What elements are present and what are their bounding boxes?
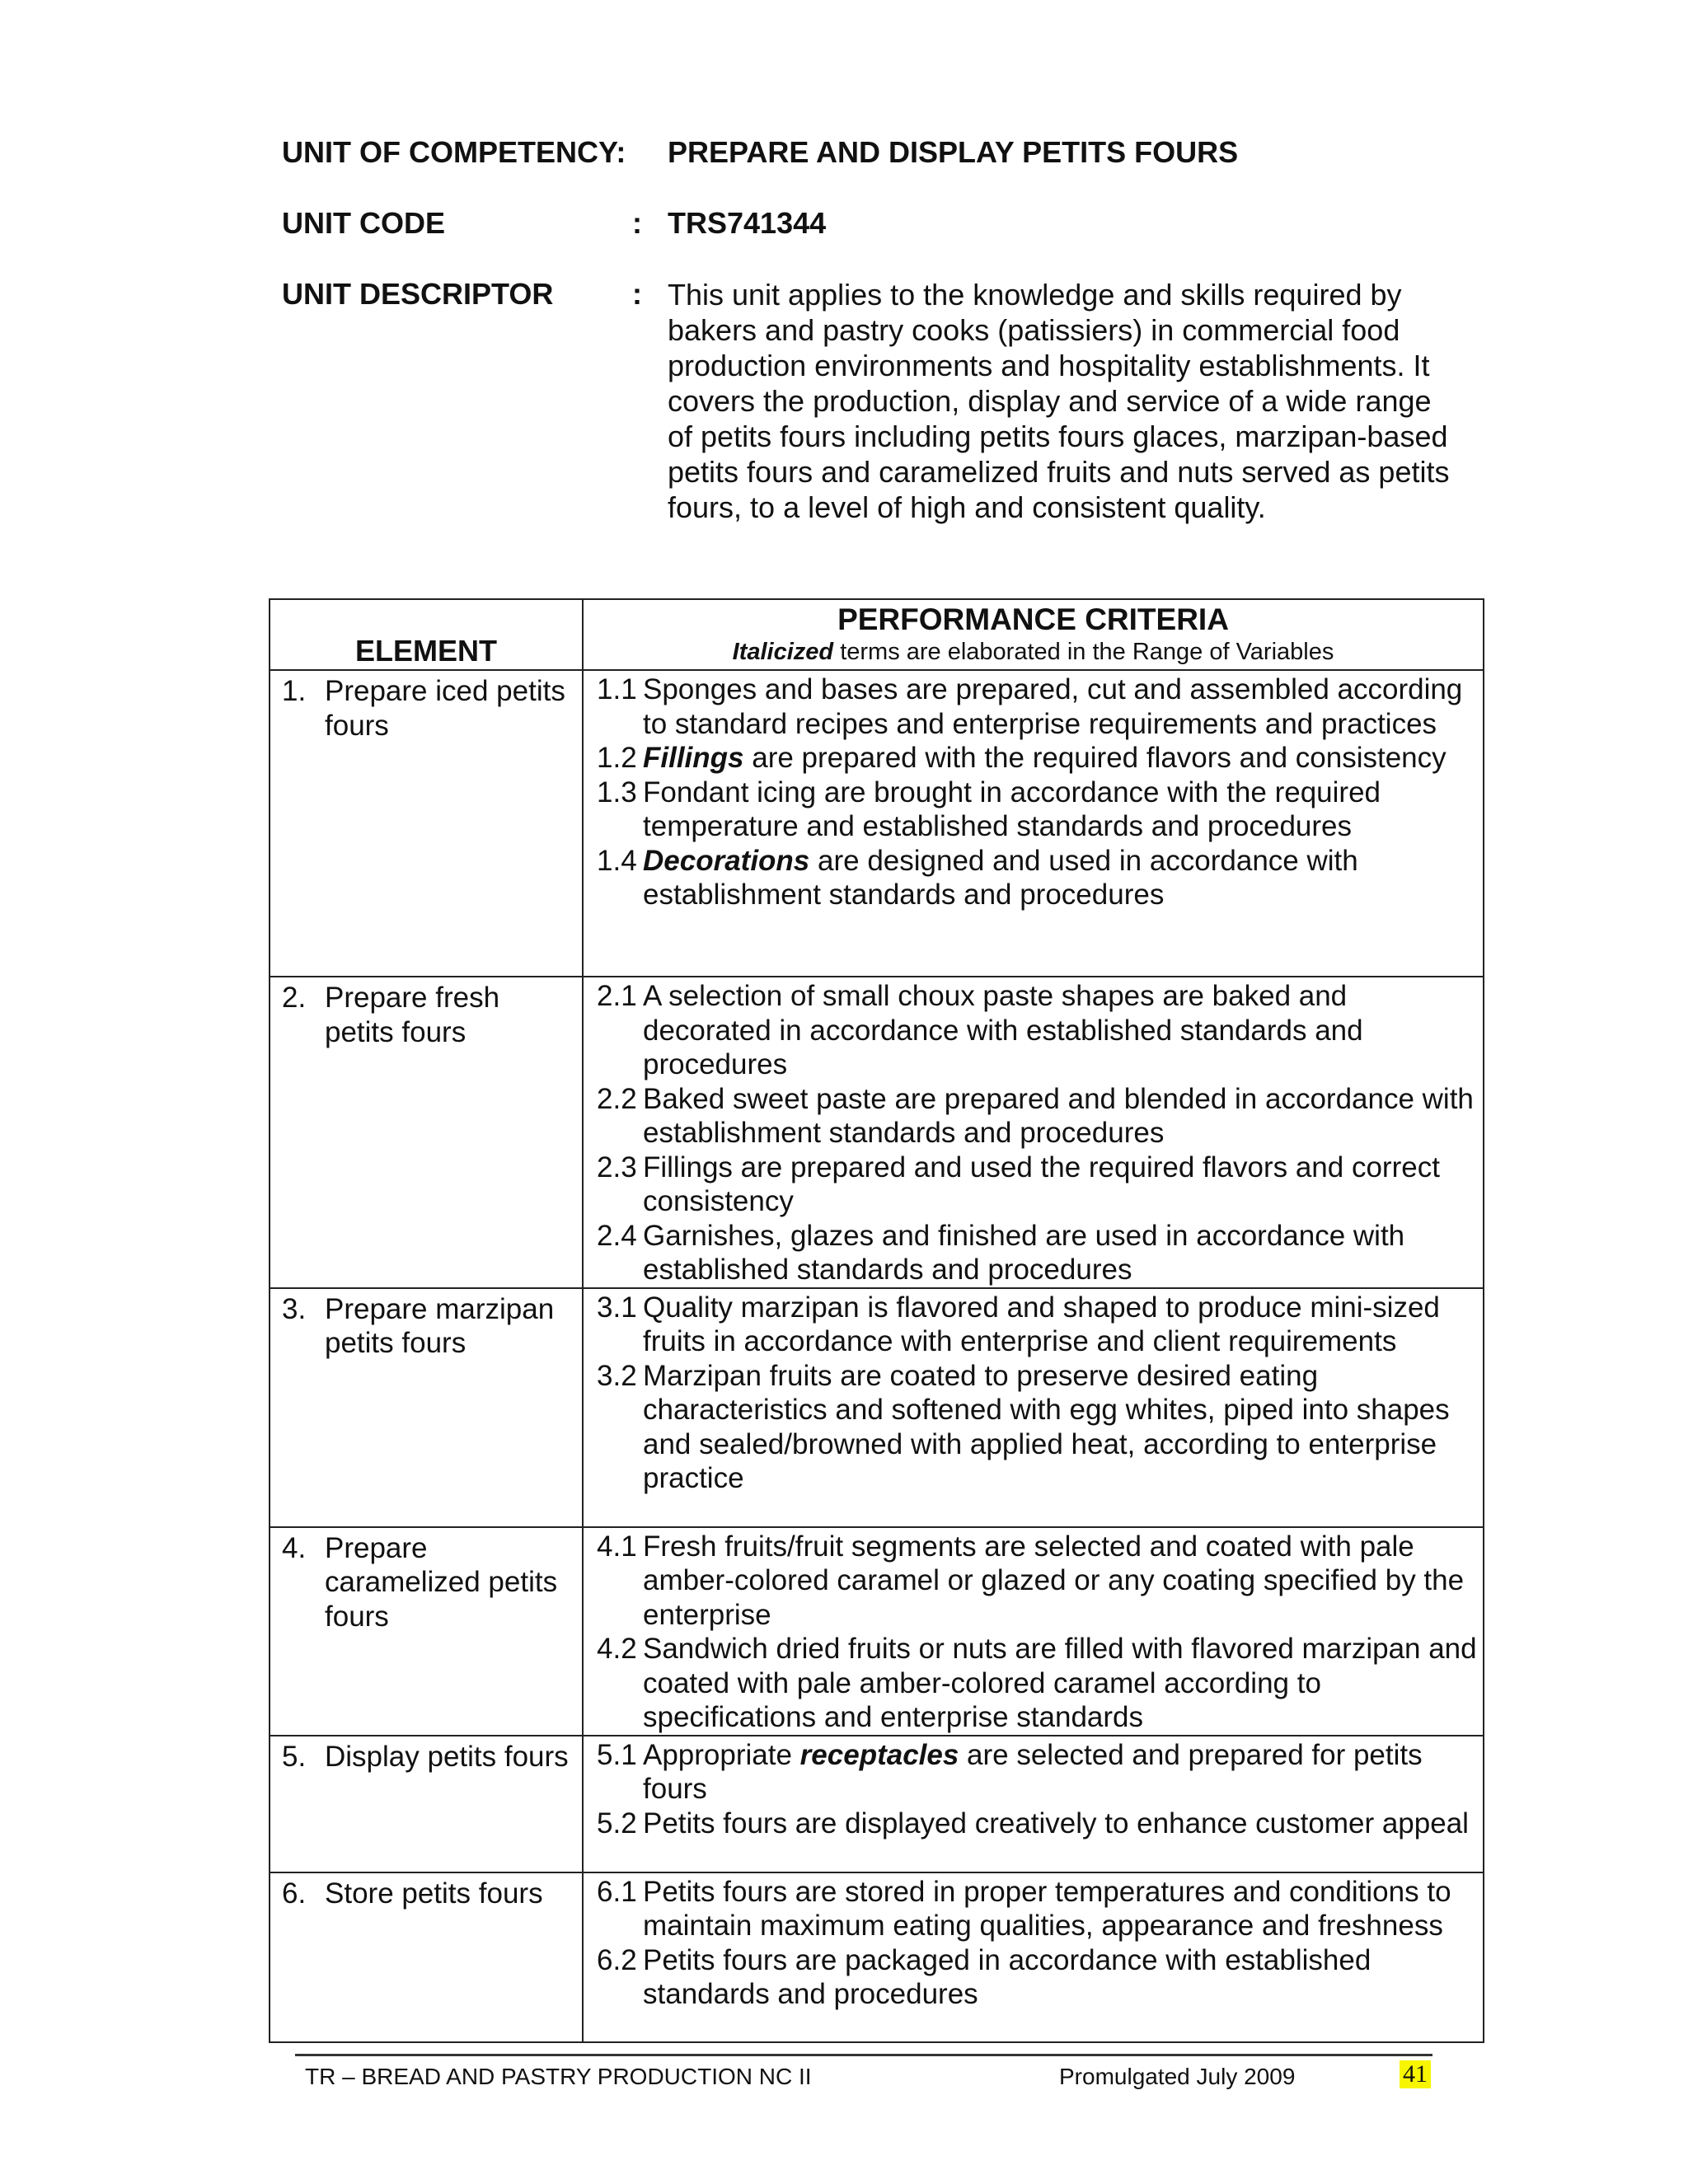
criterion-body: Baked sweet paste are prepared and blended in accordance with establishment standards and procedures — [643, 1082, 1474, 1149]
criterion-number: 3.2 — [597, 1359, 637, 1392]
criterion-body: are selected and prepared for petits fours — [643, 1738, 1423, 1805]
unit-of-competency-row — [282, 135, 1239, 170]
element-entry — [282, 1877, 582, 1911]
page-number: 41 — [1400, 2060, 1431, 2088]
criterion-number: 1.1 — [597, 673, 637, 705]
element-title: Prepare marzipan petits fours — [325, 1292, 555, 1359]
criterion-number: 2.2 — [597, 1082, 637, 1115]
criterion-body: Petits fours are stored in proper temperatures and conditions to maintain maximum eating qualities, appearance and freshness — [643, 1875, 1451, 1942]
element-cell — [270, 1736, 583, 1872]
criterion-keyword: receptacles — [799, 1738, 959, 1771]
unit-descriptor-text: This unit applies to the knowledge and skills required by bakers and pastry cooks (patissiers) in commercial food production environments and hospitality establishments. It covers the production, display and service of a wide range of petits fours including petits fours glaces, marzipan-based petits fours and caramelized fruits and nuts served as petits fours, to a level of high and consistent quality. — [668, 278, 1450, 524]
criterion-number: 4.2 — [597, 1633, 637, 1665]
performance-criteria-title: PERFORMANCE CRITERIA — [837, 602, 1229, 636]
table-row — [270, 670, 1484, 977]
criterion-text — [643, 1738, 1478, 1807]
criteria-cell — [583, 1288, 1484, 1527]
element-entry — [282, 674, 582, 743]
criterion-body: A selection of small choux paste shapes are baked and decorated in accordance with established standards and procedures — [643, 980, 1363, 1080]
element-number: 5. — [282, 1740, 307, 1773]
element-entry — [282, 981, 582, 1049]
element-cell — [270, 670, 583, 977]
criterion-number: 2.4 — [597, 1219, 637, 1252]
unit-of-competency-value: PREPARE AND DISPLAY PETITS FOURS — [668, 135, 1239, 169]
element-cell — [270, 1872, 583, 2042]
criterion-text — [643, 1807, 1478, 1841]
element-number: 6. — [282, 1877, 307, 1910]
element-number: 4. — [282, 1531, 307, 1564]
criterion-number: 5.2 — [597, 1807, 637, 1840]
unit-descriptor-label: UNIT DESCRIPTOR — [282, 277, 554, 311]
unit-of-competency-label: UNIT OF COMPETENCY: — [282, 135, 626, 169]
unit-descriptor-colon: : — [632, 277, 642, 311]
criterion-item — [597, 979, 1478, 1082]
note-rest: terms are elaborated in the Range of Variables — [833, 639, 1334, 665]
criterion-body: are prepared with the required flavors and consistency — [743, 742, 1447, 774]
criterion-prefix: Appropriate — [643, 1738, 800, 1771]
criterion-body: Fillings are prepared and used the required flavors and correct consistency — [643, 1151, 1440, 1217]
criterion-body: Petits fours are packaged in accordance with established standards and procedures — [643, 1943, 1372, 2010]
unit-code-row — [282, 206, 827, 241]
performance-criteria-note — [584, 638, 1483, 666]
criterion-number: 5.1 — [597, 1738, 637, 1771]
criterion-text — [643, 979, 1478, 1082]
element-number: 2. — [282, 982, 307, 1014]
criterion-item — [597, 1219, 1478, 1287]
criterion-item — [597, 1875, 1478, 1943]
criterion-body: Sandwich dried fruits or nuts are filled with flavored marzipan and coated with pale amber-colored caramel according to specifications and enterprise standards — [643, 1633, 1477, 1733]
criterion-keyword: Decorations — [643, 844, 810, 877]
table-body — [270, 670, 1484, 2042]
criterion-number: 1.4 — [597, 844, 637, 877]
table-row — [270, 1872, 1484, 2042]
footer-left-text: TR – BREAD AND PASTRY PRODUCTION NC II — [305, 2064, 812, 2089]
criterion-item — [597, 776, 1478, 844]
element-title: Prepare iced petits fours — [325, 675, 565, 742]
criterion-text — [643, 1359, 1478, 1496]
unit-code-colon: : — [632, 206, 642, 240]
criterion-number: 3.1 — [597, 1291, 637, 1324]
element-column-header: ELEMENT — [270, 599, 583, 670]
criterion-body: Fresh fruits/fruit segments are selected and coated with pale amber-colored caramel or glazed or any coating specified by the enterprise — [643, 1530, 1465, 1631]
note-italic-term: Italicized — [732, 639, 834, 665]
table-row — [270, 1527, 1484, 1736]
criterion-number: 4.1 — [597, 1530, 637, 1563]
element-cell — [270, 1527, 583, 1736]
criterion-text — [643, 1632, 1478, 1735]
element-number: 1. — [282, 675, 307, 707]
criterion-number: 2.1 — [597, 980, 637, 1012]
element-number: 3. — [282, 1292, 307, 1325]
criterion-text — [643, 1082, 1478, 1151]
criterion-text — [643, 1219, 1478, 1287]
criterion-number: 1.3 — [597, 776, 637, 808]
criterion-body: Marzipan fruits are coated to preserve desired eating characteristics and softened with egg whites, piped into shapes and sealed/browned with applied heat, according to enterprise practice — [643, 1359, 1450, 1494]
footer-rule — [295, 2054, 1432, 2056]
footer-date-text: Promulgated July 2009 — [1059, 2064, 1296, 2089]
criterion-body: Petits fours are displayed creatively to enhance customer appeal — [643, 1807, 1469, 1840]
criterion-item — [597, 1807, 1478, 1841]
criterion-body: Sponges and bases are prepared, cut and assembled according to standard recipes and enterprise requirements and practices — [643, 673, 1463, 740]
criterion-item — [597, 844, 1478, 912]
performance-criteria-column-header — [583, 599, 1484, 670]
criterion-text — [643, 673, 1478, 741]
element-entry — [282, 1740, 582, 1774]
element-title: Store petits fours — [325, 1877, 543, 1910]
criterion-item — [597, 1082, 1478, 1151]
element-title: Prepare caramelized petits fours — [325, 1531, 558, 1633]
criterion-item — [597, 1943, 1478, 2012]
criterion-item — [597, 741, 1478, 776]
criterion-text — [643, 1875, 1478, 1943]
element-title: Prepare fresh petits fours — [325, 982, 500, 1048]
element-cell — [270, 977, 583, 1288]
unit-code-value: TRS741344 — [668, 206, 827, 240]
criterion-item — [597, 1291, 1478, 1359]
criterion-text — [643, 1151, 1478, 1219]
criterion-number: 2.3 — [597, 1151, 637, 1183]
criterion-item — [597, 1359, 1478, 1496]
criterion-number: 1.2 — [597, 742, 637, 774]
criterion-body: are designed and used in accordance with establishment standards and procedures — [643, 844, 1358, 911]
criterion-item — [597, 673, 1478, 741]
criteria-cell — [583, 1736, 1484, 1872]
criterion-text — [643, 776, 1478, 844]
criteria-cell — [583, 1872, 1484, 2042]
criterion-item — [597, 1151, 1478, 1219]
criterion-text — [643, 844, 1478, 912]
unit-descriptor-row — [282, 277, 642, 312]
criterion-body: Fondant icing are brought in accordance with the required temperature and established standards and procedures — [643, 776, 1381, 842]
criterion-item — [597, 1530, 1478, 1633]
element-entry — [282, 1531, 582, 1634]
criterion-item — [597, 1632, 1478, 1735]
criteria-cell — [583, 670, 1484, 977]
element-title: Display petits fours — [325, 1740, 569, 1773]
competency-table — [269, 598, 1484, 2043]
criterion-number: 6.1 — [597, 1875, 637, 1908]
unit-code-label: UNIT CODE — [282, 206, 445, 240]
criteria-cell — [583, 1527, 1484, 1736]
criterion-number: 6.2 — [597, 1943, 637, 1976]
criterion-text — [643, 1530, 1478, 1633]
element-entry — [282, 1292, 582, 1361]
table-row — [270, 1736, 1484, 1872]
criterion-body: Garnishes, glazes and finished are used in accordance with established standards and procedures — [643, 1219, 1405, 1286]
criterion-text — [643, 1291, 1478, 1359]
criterion-body: Quality marzipan is flavored and shaped to produce mini-sized fruits in accordance with enterprise and client requirements — [643, 1291, 1440, 1357]
table-header-row — [270, 599, 1484, 670]
criterion-item — [597, 1738, 1478, 1807]
table-row — [270, 1288, 1484, 1527]
criteria-cell — [583, 977, 1484, 1288]
table-row — [270, 977, 1484, 1288]
element-cell — [270, 1288, 583, 1527]
criterion-text — [643, 741, 1478, 776]
criterion-text — [643, 1943, 1478, 2012]
criterion-keyword: Fillings — [643, 742, 744, 774]
